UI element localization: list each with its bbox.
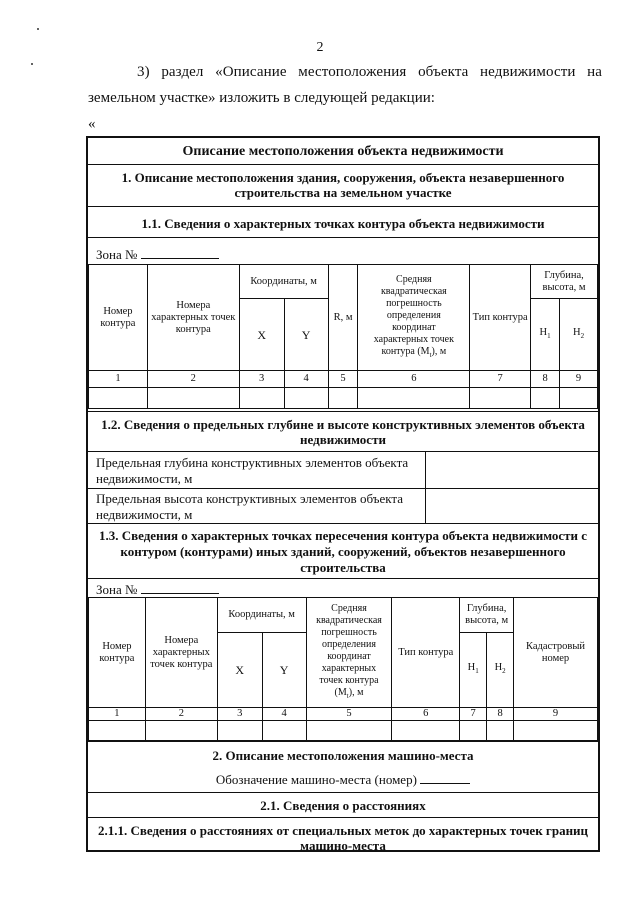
points-table (88, 264, 598, 409)
header-coords: Координаты, м (239, 265, 328, 299)
header-coords: Координаты, м (217, 598, 306, 633)
col-num: 1 (89, 708, 146, 721)
page-number: 2 (316, 40, 324, 55)
divider (88, 164, 598, 165)
section1-3-title-line2: контуром (контурами) иных зданий, сооружений, объектов незавершенного (120, 544, 566, 559)
divider (88, 411, 598, 412)
col-num: 4 (262, 708, 306, 721)
col-num: 8 (531, 371, 560, 388)
header-mse: Средняя квадратическая погрешность определения координат характерных точек контура $(M_t)$, м (358, 265, 470, 371)
header-depth: Глубина, высота, м (531, 265, 598, 299)
header-h2: $H_2$ (560, 299, 598, 371)
zone-field-2 (96, 581, 219, 598)
parking-blank (420, 771, 470, 784)
col-num: 5 (306, 708, 392, 721)
divider (88, 817, 598, 818)
col-num: 6 (358, 371, 470, 388)
col-num: 7 (460, 708, 487, 721)
divider (88, 206, 598, 207)
zone-blank (141, 581, 219, 594)
intro-line-2: земельном участке» изложить в следующей редакции: (88, 90, 435, 106)
open-quote: « (88, 116, 96, 132)
divider (88, 741, 598, 742)
section2-1-1-title-line1: 2.1.1. Сведения о расстояниях от специальных меток до характерных точек границ (97, 823, 589, 838)
col-num: 7 (470, 371, 531, 388)
header-h1: $H_1$ (460, 633, 487, 708)
header-x: X (239, 299, 284, 371)
section1-title-line1: 1. Описание местоположения здания, сооружения, объекта незавершенного (121, 170, 565, 185)
zone-label: Зона № (96, 582, 138, 597)
divider (88, 451, 598, 452)
zone-label: Зона № (96, 247, 138, 262)
parking-field (90, 771, 596, 788)
header-mse: Средняя квадратическая погрешность определения координат характерных точек контура $(M_t)$, м (306, 598, 392, 708)
col-num: 9 (560, 371, 598, 388)
table-row (89, 388, 598, 409)
divider (88, 237, 598, 238)
header-r: R, м (328, 265, 358, 371)
section1-1-title: 1.1. Сведения о характерных точках контура объекта недвижимости (141, 216, 545, 231)
section2-title: 2. Описание местоположения машино-места (212, 748, 474, 763)
section1-title-line2: строительства на земельном участке (234, 185, 452, 200)
col-num: 2 (147, 371, 239, 388)
header-point-no: Номера характерных точек контура (145, 598, 217, 708)
section1-3-title-line3: строительства (300, 560, 386, 575)
section1-2-title-line2: недвижимости (300, 432, 386, 447)
header-contour-no: Номер контура (89, 265, 148, 371)
divider (88, 792, 598, 793)
section1-2-title-line1: 1.2. Сведения о предельных глубине и высоте конструктивных элементов объекта (101, 417, 585, 432)
scan-speck (37, 28, 39, 30)
header-h1: $H_1$ (531, 299, 560, 371)
header-depth: Глубина, высота, м (460, 598, 514, 633)
col-num: 4 (284, 371, 328, 388)
divider (88, 488, 598, 489)
header-point-no: Номера характерных точек контура (147, 265, 239, 371)
intro-line-1: 3) раздел «Описание местоположения объекта недвижимости на (137, 64, 602, 80)
col-num: 1 (89, 371, 148, 388)
main-title: Описание местоположения объекта недвижимости (182, 144, 504, 159)
divider (88, 523, 598, 524)
col-num: 9 (514, 708, 598, 721)
zone-field-1 (96, 246, 219, 263)
col-num: 3 (239, 371, 284, 388)
table-row (89, 721, 598, 741)
scan-speck (31, 63, 33, 65)
header-x: X (217, 633, 262, 708)
divider (88, 578, 598, 579)
col-num: 8 (487, 708, 514, 721)
divider (425, 451, 426, 523)
col-num: 3 (217, 708, 262, 721)
intersection-points-table (88, 597, 598, 741)
header-type: Тип контура (470, 265, 531, 371)
section1-3-title-line1: 1.3. Сведения о характерных точках пересечения контура объекта недвижимости с (98, 528, 588, 543)
col-num: 5 (328, 371, 358, 388)
max-depth-label: Предельная глубина конструктивных элементов объекта недвижимости, м (96, 455, 409, 486)
zone-blank (141, 246, 219, 259)
section2-1-1-title-line2: машино-места (300, 838, 386, 853)
col-num: 6 (392, 708, 460, 721)
max-height-label: Предельная высота конструктивных элементов объекта недвижимости, м (96, 491, 403, 522)
parking-label: Обозначение машино-места (номер) (215, 772, 417, 787)
header-y: Y (262, 633, 306, 708)
section2-1-title: 2.1. Сведения о расстояниях (260, 798, 426, 813)
header-cadastral: Кадастровый номер (514, 598, 598, 708)
header-h2: $H_2$ (487, 633, 514, 708)
header-type: Тип контура (392, 598, 460, 708)
header-contour-no: Номер контура (89, 598, 146, 708)
header-y: Y (284, 299, 328, 371)
col-num: 2 (145, 708, 217, 721)
